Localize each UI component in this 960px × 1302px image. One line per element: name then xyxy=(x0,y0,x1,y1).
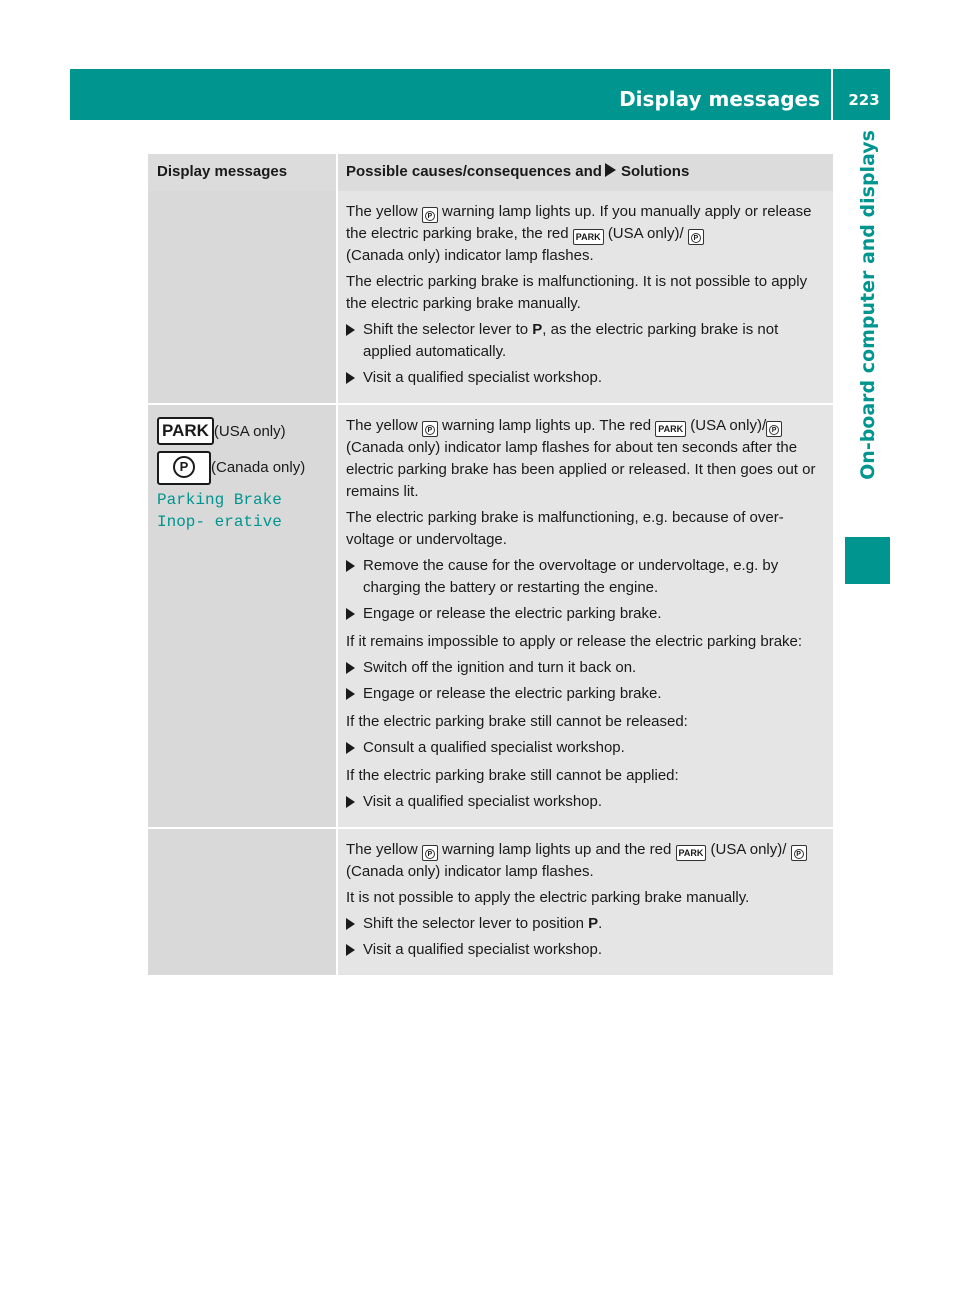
bullet-arrow-icon xyxy=(346,372,355,384)
list-item: Visit a qualified specialist workshop. xyxy=(346,791,827,813)
bullet-arrow-icon xyxy=(346,796,355,808)
page-header xyxy=(70,69,890,120)
park-icon: PARK xyxy=(676,845,707,861)
chapter-title: On-board computer and displays xyxy=(857,130,879,480)
solution-cell: The yellow P warning lamp lights up. If you manually apply or release the electric parking brake, the red PARK (USA only)/ P (Canada only) indicator lamp flashes. The electric parking brake is malfunctioning. It is not possible to apply the electric parking brake manually. Shift the selector lever to P, as the electric parking brake is not applied automatically. Visit a qualified specialist workshop. xyxy=(336,191,833,403)
list-item: Visit a qualified specialist workshop. xyxy=(346,939,827,961)
list-item: Remove the cause for the overvoltage or undervoltage, e.g. by charging the battery or restarting the engine. xyxy=(346,555,827,599)
list-item: Switch off the ignition and turn it back on. xyxy=(346,657,827,679)
bullet-arrow-icon xyxy=(346,944,355,956)
chapter-side-tab xyxy=(845,130,890,710)
message-cell xyxy=(148,191,336,403)
list-item: Engage or release the electric parking brake. xyxy=(346,603,827,625)
message-cell xyxy=(148,827,336,975)
list-item: Shift the selector lever to P, as the electric parking brake is not applied automatically. xyxy=(346,319,827,363)
bullet-arrow-icon xyxy=(346,688,355,700)
brake-p-icon: P xyxy=(791,845,807,861)
page-number: 223 xyxy=(848,91,880,109)
solution-cell: The yellow P warning lamp lights up and the red PARK (USA only)/ P (Canada only) indicator lamp flashes. It is not possible to apply the electric parking brake manually. Shift the selector lever to position P. Visit a qualified specialist workshop. xyxy=(336,827,833,975)
brake-p-icon: P xyxy=(422,421,438,437)
message-cell: PARK (USA only) P (Canada only) Parking Brake Inop‐ erative xyxy=(148,403,336,827)
display-messages-table xyxy=(148,154,833,975)
brake-p-icon: P xyxy=(422,207,438,223)
bullet-arrow-icon xyxy=(346,324,355,336)
list-item: Consult a qualified specialist workshop. xyxy=(346,737,827,759)
brake-p-icon: P xyxy=(422,845,438,861)
table-row xyxy=(148,827,833,975)
bullet-arrow-icon xyxy=(346,662,355,674)
park-icon: PARK xyxy=(655,421,686,437)
bullet-arrow-icon xyxy=(346,742,355,754)
brake-p-icon: P xyxy=(688,229,704,245)
column-header-solutions: Possible causes/consequences and Solutions xyxy=(336,154,833,191)
park-icon: PARK xyxy=(157,417,214,445)
list-item: Engage or release the electric parking brake. xyxy=(346,683,827,705)
table-row xyxy=(148,191,833,403)
solution-cell: The yellow P warning lamp lights up. The red PARK (USA only)/ P (Canada only) indicator lamp flashes for about ten seconds after the electric parking brake has been applied or released. It then goes out or remains lit. The electric parking brake is malfunctioning, e.g. because of over- voltage or undervoltage. Remove the cause for the overvoltage or undervoltage, e.g. by charging the battery or restarting the engine. Engage or release the electric parking brake. If it remains impossible to apply or release the electric parking brake: Switch off the ignition and turn it back on. Engage or release the electric parking brake. If the electric parking brake still cannot be released: Consult a qualified specialist workshop. If the electric parking brake still cannot be applied: Visit a qualified specialist workshop. xyxy=(336,403,833,827)
display-message-text: Parking Brake Inop‐ erative xyxy=(157,491,282,531)
bullet-arrow-icon xyxy=(346,918,355,930)
solution-arrow-icon xyxy=(605,163,616,177)
table-header xyxy=(148,154,833,191)
brake-p-icon: P xyxy=(766,421,782,437)
list-item: Visit a qualified specialist workshop. xyxy=(346,367,827,389)
section-title: Display messages xyxy=(619,87,820,111)
list-item: Shift the selector lever to position P. xyxy=(346,913,827,935)
table-row xyxy=(148,403,833,827)
header-divider xyxy=(831,69,833,120)
bullet-arrow-icon xyxy=(346,608,355,620)
column-header-messages: Display messages xyxy=(157,163,288,180)
bullet-arrow-icon xyxy=(346,560,355,572)
park-icon: PARK xyxy=(573,229,604,245)
chapter-marker-block xyxy=(845,537,890,584)
brake-p-icon: P xyxy=(157,451,211,485)
